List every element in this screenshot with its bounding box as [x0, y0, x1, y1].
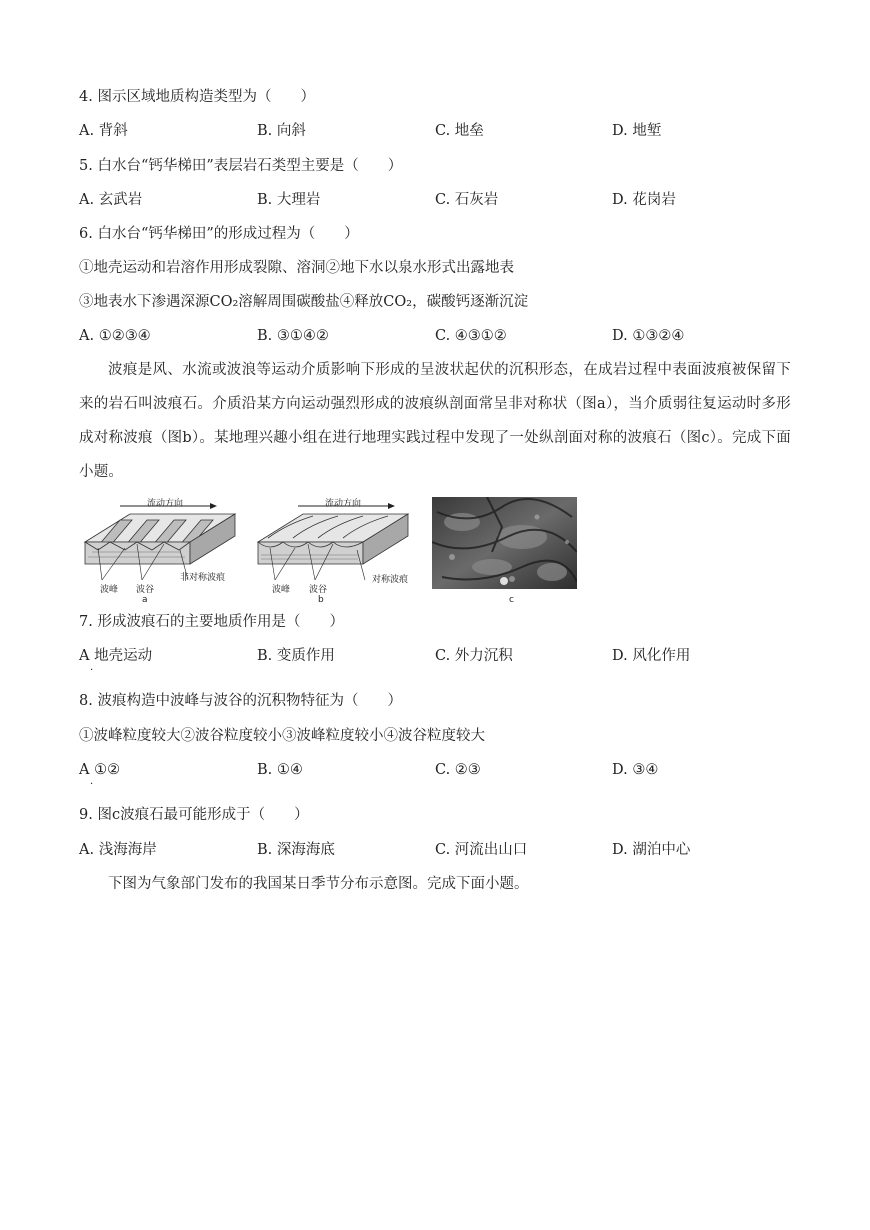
- question-6-option-a: A. ①②③④: [79, 328, 151, 344]
- question-8-statements: ①波峰粒度较大②波谷粒度较小③波峰粒度较小④波谷粒度较大: [79, 728, 485, 744]
- question-4-stem: 4. 图示区域地质构造类型为（ ）: [79, 89, 315, 105]
- figure-c-ripple-rock-photo: [432, 497, 577, 589]
- question-5-option-d: D. 花岗岩: [612, 192, 676, 208]
- question-7-option-a: A 地壳运动: [79, 648, 153, 664]
- figure-a-type-label: 非对称波痕: [180, 573, 226, 583]
- question-8-stem: 8. 波痕构造中波峰与波谷的沉积物特征为（ ）: [79, 693, 402, 709]
- question-8-option-d: D. ③④: [612, 762, 659, 778]
- figure-a-crest-label: 波峰: [100, 585, 119, 595]
- question-5-option-c: C. 石灰岩: [435, 192, 499, 208]
- question-9-option-c: C. 河流出山口: [435, 842, 528, 858]
- passage-ripple-marks: 波痕是风、水流或波浪等运动介质影响下形成的呈波状起伏的沉积形态，在成岩过程中表面波痕被保留下来的岩石叫波痕石。介质沿某方向运动强烈形成的波痕纵剖面常呈非对称状（图a），当介质弱往复运动时多形成对称波痕（图b）。某地理兴趣小组在进行地理实践过程中发现了一处纵剖面对称的波痕石（图c）。完成下面小题。: [79, 362, 791, 480]
- question-5-stem: 5. 白水台“钙华梯田”表层岩石类型主要是（ ）: [79, 158, 403, 174]
- question-7-option-d: D. 风化作用: [612, 648, 691, 664]
- question-7-option-b: B. 变质作用: [257, 648, 335, 664]
- question-8-option-a: A ①②: [79, 762, 121, 778]
- question-7-option-c: C. 外力沉积: [435, 648, 513, 664]
- stray-dot-mark: ·: [90, 665, 94, 676]
- question-6-option-b: B. ③①④②: [257, 328, 329, 344]
- figure-b-crest-label: 波峰: [272, 585, 291, 595]
- figure-a-flow-label: 流动方向: [147, 499, 184, 509]
- figure-a-trough-label: 波谷: [136, 585, 155, 595]
- next-section-intro: 下图为气象部门发布的我国某日季节分布示意图。完成下面小题。: [108, 876, 529, 892]
- question-6-statements-1: ①地壳运动和岩溶作用形成裂隙、溶洞②地下水以泉水形式出露地表: [79, 260, 514, 276]
- figure-b-caption: b: [318, 595, 324, 605]
- question-6-option-d: D. ①③②④: [612, 328, 685, 344]
- question-9-stem: 9. 图c波痕石最可能形成于（ ）: [79, 807, 309, 823]
- question-6-stem: 6. 白水台“钙华梯田”的形成过程为（ ）: [79, 226, 359, 242]
- figure-c-caption: c: [509, 595, 514, 605]
- question-4-option-c: C. 地垒: [435, 123, 484, 139]
- question-6-option-c: C. ④③①②: [435, 328, 507, 344]
- question-5-option-b: B. 大理岩: [257, 192, 321, 208]
- figure-a-caption: a: [142, 595, 148, 605]
- question-9-option-b: B. 深海海底: [257, 842, 335, 858]
- question-4-option-d: D. 地堑: [612, 123, 662, 139]
- question-4-option-b: B. 向斜: [257, 123, 306, 139]
- figure-b-type-label: 对称波痕: [372, 575, 409, 585]
- question-8-option-b: B. ①④: [257, 762, 303, 778]
- question-6-statements-2: ③地表水下渗遇深源CO₂溶解周围碳酸盐④释放CO₂，碳酸钙逐渐沉淀: [79, 294, 529, 310]
- figure-b-flow-label: 流动方向: [325, 499, 362, 509]
- question-4-option-a: A. 背斜: [79, 123, 128, 139]
- stray-dot-mark-2: ·: [90, 779, 94, 790]
- figure-b-trough-label: 波谷: [309, 585, 328, 595]
- question-7-stem: 7. 形成波痕石的主要地质作用是（ ）: [79, 614, 344, 630]
- question-9-option-d: D. 湖泊中心: [612, 842, 691, 858]
- question-5-option-a: A. 玄武岩: [79, 192, 143, 208]
- question-8-option-c: C. ②③: [435, 762, 481, 778]
- question-9-option-a: A. 浅海海岸: [79, 842, 157, 858]
